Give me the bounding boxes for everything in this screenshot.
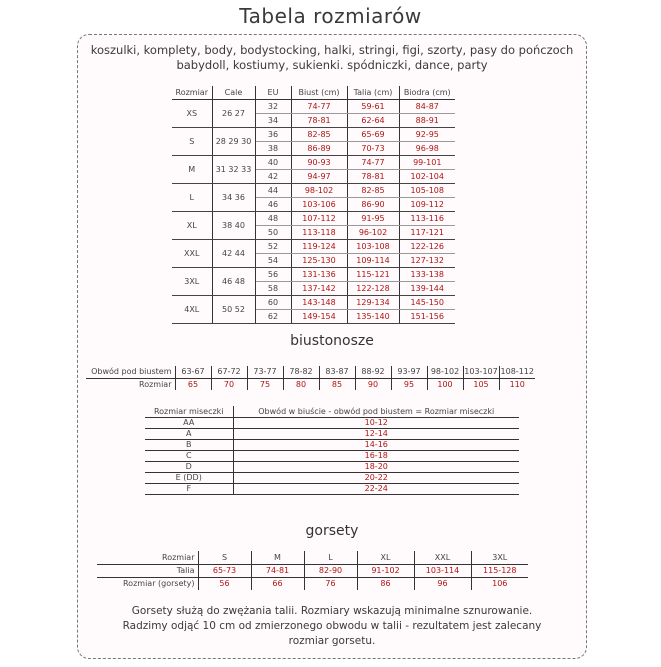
cup-difference: 16-18 bbox=[233, 450, 519, 461]
bust-range: 90-93 bbox=[291, 155, 347, 169]
eu-size: 34 bbox=[255, 113, 291, 127]
bra-underbust-row bbox=[86, 366, 535, 378]
hips-range: 133-138 bbox=[399, 267, 455, 281]
cup-table-header bbox=[145, 406, 519, 417]
hips-range: 113-116 bbox=[399, 211, 455, 225]
main-size-table bbox=[172, 86, 455, 324]
hips-range: 127-132 bbox=[399, 253, 455, 267]
cup-difference: 12-14 bbox=[233, 428, 519, 439]
hips-range: 99-101 bbox=[399, 155, 455, 169]
corset-waist-range: 91-102 bbox=[357, 564, 414, 577]
bust-range: 86-89 bbox=[291, 141, 347, 155]
cup-difference: 10-12 bbox=[233, 417, 519, 428]
eu-size: 44 bbox=[255, 183, 291, 197]
bust-range: 125-130 bbox=[291, 253, 347, 267]
hips-range: 92-95 bbox=[399, 127, 455, 141]
bust-range: 82-85 bbox=[291, 127, 347, 141]
eu-size: 36 bbox=[255, 127, 291, 141]
waist-range: 82-85 bbox=[347, 183, 399, 197]
cup-row bbox=[145, 472, 519, 483]
cup-size: AA bbox=[145, 417, 233, 428]
size-label: L bbox=[172, 183, 212, 211]
underbust-range: 103-107 bbox=[464, 367, 498, 377]
eu-size: 38 bbox=[255, 141, 291, 155]
corset-waist-label: Talia bbox=[97, 564, 198, 577]
bust-range: 149-154 bbox=[291, 309, 347, 323]
corset-waist-row bbox=[97, 564, 528, 577]
size-row bbox=[172, 183, 455, 197]
corset-size-header: 3XL bbox=[471, 551, 528, 564]
eu-size: 32 bbox=[255, 99, 291, 113]
corset-waist-range: 74-81 bbox=[251, 564, 304, 577]
gorsety-title: gorsety bbox=[305, 523, 359, 539]
waist-range: 135-140 bbox=[347, 309, 399, 323]
size-inches: 38 40 bbox=[212, 211, 255, 239]
cup-difference: 22-24 bbox=[233, 483, 519, 494]
cup-size-table bbox=[145, 406, 519, 495]
underbust-range: 93-97 bbox=[391, 366, 427, 378]
header-cale: Cale bbox=[212, 86, 255, 99]
eu-size: 54 bbox=[255, 253, 291, 267]
hips-range: 105-108 bbox=[399, 183, 455, 197]
main-table-body bbox=[172, 99, 455, 323]
size-label: XL bbox=[172, 211, 212, 239]
corset-size-value: 56 bbox=[198, 577, 251, 590]
cup-row bbox=[145, 483, 519, 494]
header-talia: Talia (cm) bbox=[347, 86, 399, 99]
eu-size: 50 bbox=[255, 225, 291, 239]
waist-range: 62-64 bbox=[347, 113, 399, 127]
waist-range: 65-69 bbox=[347, 127, 399, 141]
header-eu: EU bbox=[255, 86, 291, 99]
cup-row bbox=[145, 417, 519, 428]
waist-range: 74-77 bbox=[347, 155, 399, 169]
eu-size: 48 bbox=[255, 211, 291, 225]
cup-size: F bbox=[145, 483, 233, 494]
bra-size-value: 100 bbox=[427, 378, 463, 390]
waist-range: 86-90 bbox=[347, 197, 399, 211]
bust-range: 107-112 bbox=[291, 211, 347, 225]
bust-range: 143-148 bbox=[291, 295, 347, 309]
cup-size: A bbox=[145, 428, 233, 439]
bra-size-value: 85 bbox=[319, 378, 355, 390]
underbust-range: 73-77 bbox=[247, 366, 283, 378]
bra-size-value: 80 bbox=[283, 378, 319, 390]
size-label: 4XL bbox=[172, 295, 212, 323]
bust-range: 98-102 bbox=[291, 183, 347, 197]
underbust-label: Obwód pod biustem bbox=[86, 366, 175, 378]
main-table-header bbox=[172, 86, 455, 99]
size-row bbox=[172, 239, 455, 253]
hips-range: 139-144 bbox=[399, 281, 455, 295]
bust-range: 103-106 bbox=[291, 197, 347, 211]
bra-size-value: 95 bbox=[391, 378, 427, 390]
size-row bbox=[172, 99, 455, 113]
corset-waist-range: 82-90 bbox=[304, 564, 357, 577]
eu-size: 42 bbox=[255, 169, 291, 183]
size-inches: 50 52 bbox=[212, 295, 255, 323]
bra-size-table bbox=[86, 366, 535, 390]
hips-range: 109-112 bbox=[399, 197, 455, 211]
waist-range: 129-134 bbox=[347, 295, 399, 309]
corset-size-row bbox=[97, 577, 528, 590]
bra-size-value: 110 bbox=[509, 379, 525, 389]
corset-note-line-1: Gorsety służą do zwężania talii. Rozmiary wskazują minimalne sznurowanie. bbox=[131, 605, 533, 617]
cup-table-body bbox=[145, 417, 519, 494]
waist-range: 96-102 bbox=[347, 225, 399, 239]
hips-range: 145-150 bbox=[399, 295, 455, 309]
cup-size: D bbox=[145, 461, 233, 472]
bust-range: 119-124 bbox=[291, 239, 347, 253]
hips-range: 88-91 bbox=[399, 113, 455, 127]
bra-size-value: 75 bbox=[247, 378, 283, 390]
size-row bbox=[172, 295, 455, 309]
categories-line-2: babydoll, kostiumy, sukienki. spódniczki, dance, party bbox=[176, 58, 488, 72]
size-row bbox=[172, 211, 455, 225]
size-inches: 42 44 bbox=[212, 239, 255, 267]
corset-size-header: XL bbox=[357, 551, 414, 564]
corset-size-value: 86 bbox=[357, 577, 414, 590]
header-biodra: Biodra (cm) bbox=[399, 86, 455, 99]
cup-difference: 18-20 bbox=[233, 461, 519, 472]
size-row bbox=[172, 267, 455, 281]
bra-size-value: 70 bbox=[211, 378, 247, 390]
corset-waist-range: 103-114 bbox=[414, 564, 471, 577]
corset-size-header: M bbox=[251, 551, 304, 564]
page-title: Tabela rozmiarów bbox=[239, 4, 422, 28]
categories-line-1: koszulki, komplety, body, bodystocking, halki, stringi, figi, szorty, pasy do pończoch bbox=[90, 43, 574, 57]
cup-difference: 20-22 bbox=[233, 472, 519, 483]
eu-size: 52 bbox=[255, 239, 291, 253]
underbust-range: 88-92 bbox=[355, 366, 391, 378]
bust-range: 137-142 bbox=[291, 281, 347, 295]
hips-range: 84-87 bbox=[399, 99, 455, 113]
size-row bbox=[172, 155, 455, 169]
hips-range: 122-126 bbox=[399, 239, 455, 253]
cup-row bbox=[145, 428, 519, 439]
eu-size: 58 bbox=[255, 281, 291, 295]
size-label: XXL bbox=[172, 239, 212, 267]
cup-row bbox=[145, 450, 519, 461]
waist-range: 70-73 bbox=[347, 141, 399, 155]
corset-header-label: Rozmiar bbox=[97, 551, 198, 564]
corset-size-table bbox=[97, 551, 528, 590]
header-rozmiar: Rozmiar bbox=[172, 86, 212, 99]
size-label: 3XL bbox=[172, 267, 212, 295]
bust-range: 113-118 bbox=[291, 225, 347, 239]
corset-note-line-3: rozmiar gorsetu. bbox=[288, 635, 376, 647]
size-label: S bbox=[172, 127, 212, 155]
size-inches: 28 29 30 bbox=[212, 127, 255, 155]
eu-size: 62 bbox=[255, 309, 291, 323]
cup-header-size: Rozmiar miseczki bbox=[145, 406, 233, 417]
size-inches: 46 48 bbox=[212, 267, 255, 295]
cup-size: C bbox=[145, 450, 233, 461]
bust-range: 94-97 bbox=[291, 169, 347, 183]
corset-waist-range: 65-73 bbox=[198, 564, 251, 577]
corset-note-line-2: Radzimy odjąć 10 cm od zmierzonego obwodu w talii - rezultatem jest zalecany bbox=[122, 620, 542, 632]
corset-size-header: XXL bbox=[414, 551, 471, 564]
eu-size: 60 bbox=[255, 295, 291, 309]
product-categories bbox=[77, 43, 587, 73]
corset-size-header: L bbox=[304, 551, 357, 564]
size-row bbox=[172, 127, 455, 141]
waist-range: 91-95 bbox=[347, 211, 399, 225]
bra-size-row bbox=[86, 378, 535, 390]
size-label: XS bbox=[172, 99, 212, 127]
cup-size: B bbox=[145, 439, 233, 450]
bra-size-value: 90 bbox=[355, 378, 391, 390]
size-label: M bbox=[172, 155, 212, 183]
eu-size: 56 bbox=[255, 267, 291, 281]
eu-size: 46 bbox=[255, 197, 291, 211]
bust-range: 131-136 bbox=[291, 267, 347, 281]
biustonosze-title: biustonosze bbox=[290, 333, 374, 349]
hips-range: 117-121 bbox=[399, 225, 455, 239]
corset-size-value: 66 bbox=[251, 577, 304, 590]
underbust-range: 108-112 bbox=[500, 367, 534, 377]
corset-waist-range: 115-128 bbox=[471, 564, 528, 577]
size-inches: 26 27 bbox=[212, 99, 255, 127]
corset-size-value: 96 bbox=[414, 577, 471, 590]
header-biust: Biust (cm) bbox=[291, 86, 347, 99]
corset-size-header: S bbox=[198, 551, 251, 564]
cup-row bbox=[145, 461, 519, 472]
cup-difference: 14-16 bbox=[233, 439, 519, 450]
waist-range: 59-61 bbox=[347, 99, 399, 113]
waist-range: 78-81 bbox=[347, 169, 399, 183]
size-inches: 31 32 33 bbox=[212, 155, 255, 183]
bra-size-label: Rozmiar bbox=[86, 378, 175, 390]
cup-size: E (DD) bbox=[145, 472, 233, 483]
waist-range: 103-108 bbox=[347, 239, 399, 253]
waist-range: 115-121 bbox=[347, 267, 399, 281]
waist-range: 122-128 bbox=[347, 281, 399, 295]
underbust-range: 63-67 bbox=[175, 366, 211, 378]
underbust-range: 98-102 bbox=[427, 366, 463, 378]
corset-note bbox=[77, 604, 587, 649]
bust-range: 74-77 bbox=[291, 99, 347, 113]
cup-header-formula: Obwód w biuście - obwód pod biustem = Rozmiar miseczki bbox=[233, 406, 519, 417]
corset-size-value: 106 bbox=[492, 579, 508, 589]
underbust-range: 67-72 bbox=[211, 366, 247, 378]
waist-range: 109-114 bbox=[347, 253, 399, 267]
underbust-range: 78-82 bbox=[283, 366, 319, 378]
bust-range: 78-81 bbox=[291, 113, 347, 127]
corset-size-label: Rozmiar (gorsety) bbox=[97, 577, 198, 590]
corset-header-row bbox=[97, 551, 528, 564]
eu-size: 40 bbox=[255, 155, 291, 169]
size-inches: 34 36 bbox=[212, 183, 255, 211]
underbust-range: 83-87 bbox=[319, 366, 355, 378]
bra-size-value: 105 bbox=[463, 378, 499, 390]
hips-range: 96-98 bbox=[399, 141, 455, 155]
cup-row bbox=[145, 439, 519, 450]
hips-range: 102-104 bbox=[399, 169, 455, 183]
bra-size-value: 65 bbox=[175, 378, 211, 390]
corset-size-value: 76 bbox=[304, 577, 357, 590]
hips-range: 151-156 bbox=[399, 309, 455, 323]
